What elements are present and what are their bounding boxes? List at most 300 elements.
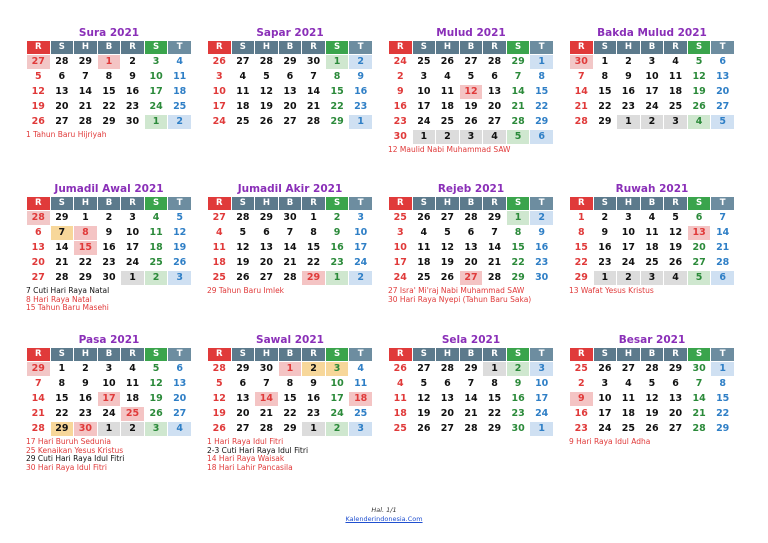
day-cell: 25 xyxy=(617,422,640,436)
day-cell: 25 xyxy=(570,362,593,376)
day-cell: 18 xyxy=(349,392,372,406)
day-cell: 19 xyxy=(145,392,168,406)
day-cell: 11 xyxy=(121,377,144,391)
day-cell: 15 xyxy=(570,241,593,255)
day-cell: 6 xyxy=(168,362,191,376)
day-cell: 4 xyxy=(664,55,687,69)
day-cell: 23 xyxy=(74,407,97,421)
month-calendar xyxy=(388,333,554,438)
day-cell: 12 xyxy=(232,241,255,255)
day-cell: 1 xyxy=(711,362,734,376)
day-cell: 2 xyxy=(530,211,553,225)
weekday-header: T xyxy=(711,41,734,54)
day-cell: 28 xyxy=(507,115,530,129)
month-title: Jumadil Awal 2021 xyxy=(54,183,164,195)
day-cell: 6 xyxy=(483,70,506,84)
holiday-note: 15 Tahun Baru Masehi xyxy=(26,303,109,312)
day-cell: 25 xyxy=(664,100,687,114)
weekday-header: H xyxy=(255,348,278,361)
day-cell: 1 xyxy=(302,211,325,225)
day-cell: 7 xyxy=(483,226,506,240)
day-cell: 27 xyxy=(27,271,50,285)
holiday-notes xyxy=(26,131,192,140)
week-row xyxy=(570,377,734,391)
holiday-notes xyxy=(207,438,373,472)
weekday-header: T xyxy=(349,41,372,54)
week-row xyxy=(389,226,553,240)
day-cell: 1 xyxy=(121,271,144,285)
weekday-header: B xyxy=(279,348,302,361)
holiday-note: 18 Hari Lahir Pancasila xyxy=(207,462,293,472)
month-grid xyxy=(26,40,192,130)
weekday-header: S xyxy=(51,348,74,361)
week-row xyxy=(27,241,191,255)
day-cell: 30 xyxy=(302,55,325,69)
day-cell: 1 xyxy=(349,115,372,129)
day-cell: 27 xyxy=(232,422,255,436)
day-cell: 13 xyxy=(664,392,687,406)
month-grid xyxy=(207,196,373,286)
day-cell: 21 xyxy=(711,241,734,255)
day-cell: 5 xyxy=(168,211,191,225)
day-cell: 24 xyxy=(326,407,349,421)
day-cell: 24 xyxy=(594,422,617,436)
month-title: Sura 2021 xyxy=(78,27,140,39)
day-cell: 26 xyxy=(641,422,664,436)
day-cell: 10 xyxy=(98,377,121,391)
day-cell: 11 xyxy=(145,226,168,240)
day-cell: 21 xyxy=(507,100,530,114)
week-row xyxy=(570,271,734,285)
day-cell: 6 xyxy=(436,377,459,391)
day-cell: 1 xyxy=(74,211,97,225)
day-cell: 21 xyxy=(688,407,711,421)
day-cell: 2 xyxy=(349,271,372,285)
day-cell: 8 xyxy=(594,70,617,84)
day-cell: 7 xyxy=(74,70,97,84)
week-row xyxy=(27,377,191,391)
day-cell: 16 xyxy=(326,241,349,255)
month-calendar xyxy=(388,26,554,155)
month-grid xyxy=(569,40,735,130)
weekday-header: S xyxy=(594,41,617,54)
month-grid xyxy=(26,196,192,286)
day-cell: 9 xyxy=(594,226,617,240)
holiday-note: 30 Hari Raya Idul Fitri xyxy=(26,462,107,472)
week-row xyxy=(570,407,734,421)
weekday-header: R xyxy=(27,41,50,54)
day-cell: 28 xyxy=(51,271,74,285)
day-cell: 16 xyxy=(530,241,553,255)
day-cell: 19 xyxy=(27,100,50,114)
day-cell: 20 xyxy=(436,407,459,421)
day-cell: 3 xyxy=(413,70,436,84)
holiday-note: 9 Hari Raya Idul Adha xyxy=(569,437,651,446)
day-cell: 15 xyxy=(507,241,530,255)
day-cell: 23 xyxy=(570,422,593,436)
day-cell: 10 xyxy=(208,85,231,99)
day-cell: 2 xyxy=(168,115,191,129)
day-cell: 1 xyxy=(302,422,325,436)
day-cell: 13 xyxy=(232,392,255,406)
day-cell: 17 xyxy=(98,392,121,406)
month-title: Mulud 2021 xyxy=(436,27,506,39)
holiday-note: 12 Maulid Nabi Muhammad SAW xyxy=(388,145,511,154)
day-cell: 16 xyxy=(98,241,121,255)
day-cell: 15 xyxy=(483,392,506,406)
weekday-header: H xyxy=(436,348,459,361)
day-cell: 25 xyxy=(349,407,372,421)
day-cell: 19 xyxy=(460,100,483,114)
day-cell: 9 xyxy=(302,377,325,391)
week-row xyxy=(389,241,553,255)
day-cell: 18 xyxy=(168,85,191,99)
day-cell: 17 xyxy=(389,256,412,270)
week-row xyxy=(389,392,553,406)
site-link[interactable]: Kalenderindonesia.Com xyxy=(345,515,423,523)
weekday-header: T xyxy=(711,197,734,210)
day-cell: 23 xyxy=(507,407,530,421)
day-cell: 13 xyxy=(279,85,302,99)
day-cell: 27 xyxy=(279,115,302,129)
day-cell: 18 xyxy=(617,407,640,421)
day-cell: 20 xyxy=(232,407,255,421)
day-cell: 19 xyxy=(208,407,231,421)
day-cell: 11 xyxy=(664,70,687,84)
day-cell: 10 xyxy=(145,70,168,84)
day-cell: 9 xyxy=(349,70,372,84)
week-row xyxy=(389,407,553,421)
weekday-header: T xyxy=(530,41,553,54)
day-cell: 28 xyxy=(232,211,255,225)
day-cell: 4 xyxy=(208,226,231,240)
day-cell: 4 xyxy=(232,70,255,84)
weekday-header: S xyxy=(232,348,255,361)
day-cell: 27 xyxy=(27,55,50,69)
day-cell: 1 xyxy=(145,115,168,129)
holiday-note: 1 Tahun Baru Hijriyah xyxy=(26,130,107,139)
day-cell: 16 xyxy=(74,392,97,406)
day-cell: 5 xyxy=(507,130,530,144)
day-cell: 17 xyxy=(413,100,436,114)
month-calendar xyxy=(26,182,192,313)
day-cell: 27 xyxy=(688,256,711,270)
week-row xyxy=(208,70,372,84)
day-cell: 7 xyxy=(688,377,711,391)
day-cell: 28 xyxy=(255,55,278,69)
day-cell: 3 xyxy=(641,55,664,69)
weekday-header: R xyxy=(27,197,50,210)
holiday-notes xyxy=(569,287,735,296)
day-cell: 1 xyxy=(507,211,530,225)
holiday-note: 27 Isra' Mi'raj Nabi Muhammad SAW xyxy=(388,286,525,295)
weekday-header: T xyxy=(168,348,191,361)
month-grid xyxy=(207,347,373,437)
weekday-header: S xyxy=(688,197,711,210)
weekday-header: H xyxy=(74,41,97,54)
day-cell: 18 xyxy=(641,241,664,255)
day-cell: 12 xyxy=(436,241,459,255)
day-cell: 27 xyxy=(460,271,483,285)
day-cell: 13 xyxy=(460,241,483,255)
holiday-notes xyxy=(569,438,735,447)
day-cell: 6 xyxy=(279,70,302,84)
day-cell: 28 xyxy=(436,362,459,376)
month-grid xyxy=(26,347,192,437)
day-cell: 28 xyxy=(27,422,50,436)
week-row xyxy=(208,407,372,421)
weekday-header: H xyxy=(255,41,278,54)
weekday-header: R xyxy=(302,197,325,210)
day-cell: 9 xyxy=(530,226,553,240)
day-cell: 21 xyxy=(279,256,302,270)
day-cell: 15 xyxy=(711,392,734,406)
holiday-note: 29 Tahun Baru Imlek xyxy=(207,286,285,295)
day-cell: 6 xyxy=(664,377,687,391)
day-cell: 3 xyxy=(389,226,412,240)
weekday-header: R xyxy=(483,197,506,210)
day-cell: 21 xyxy=(51,256,74,270)
day-cell: 2 xyxy=(617,55,640,69)
day-cell: 25 xyxy=(413,55,436,69)
day-cell: 1 xyxy=(326,55,349,69)
week-row xyxy=(208,85,372,99)
day-cell: 28 xyxy=(570,115,593,129)
month-grid xyxy=(569,347,735,437)
day-cell: 8 xyxy=(98,70,121,84)
week-row xyxy=(389,55,553,69)
weekday-header: S xyxy=(507,197,530,210)
day-cell: 3 xyxy=(530,362,553,376)
day-cell: 14 xyxy=(27,392,50,406)
day-cell: 6 xyxy=(460,226,483,240)
weekday-header: R xyxy=(302,41,325,54)
day-cell: 29 xyxy=(594,115,617,129)
day-cell: 1 xyxy=(617,115,640,129)
day-cell: 15 xyxy=(74,241,97,255)
day-cell: 11 xyxy=(349,377,372,391)
day-cell: 20 xyxy=(711,85,734,99)
day-cell: 20 xyxy=(27,256,50,270)
day-cell: 28 xyxy=(641,362,664,376)
day-cell: 27 xyxy=(436,422,459,436)
day-cell: 2 xyxy=(145,271,168,285)
weekday-header: B xyxy=(98,41,121,54)
month-grid xyxy=(388,40,554,145)
day-cell: 28 xyxy=(27,211,50,225)
day-cell: 29 xyxy=(530,115,553,129)
holiday-notes xyxy=(207,287,373,296)
day-cell: 26 xyxy=(208,422,231,436)
day-cell: 4 xyxy=(168,55,191,69)
week-row xyxy=(389,85,553,99)
day-cell: 4 xyxy=(145,211,168,225)
day-cell: 4 xyxy=(413,226,436,240)
day-cell: 27 xyxy=(483,115,506,129)
day-cell: 29 xyxy=(74,271,97,285)
month-grid xyxy=(388,196,554,286)
week-row xyxy=(570,241,734,255)
day-cell: 28 xyxy=(483,271,506,285)
day-cell: 9 xyxy=(507,377,530,391)
day-cell: 25 xyxy=(389,422,412,436)
day-cell: 2 xyxy=(436,130,459,144)
month-calendar xyxy=(569,182,735,296)
day-cell: 21 xyxy=(302,100,325,114)
weekday-header: H xyxy=(255,197,278,210)
day-cell: 3 xyxy=(326,362,349,376)
day-cell: 28 xyxy=(483,55,506,69)
week-row xyxy=(27,422,191,436)
day-cell: 9 xyxy=(326,226,349,240)
weekday-header: H xyxy=(74,348,97,361)
day-cell: 13 xyxy=(27,241,50,255)
weekday-header: R xyxy=(208,348,231,361)
day-cell: 28 xyxy=(74,115,97,129)
day-cell: 9 xyxy=(617,70,640,84)
day-cell: 28 xyxy=(255,422,278,436)
day-cell: 10 xyxy=(326,377,349,391)
day-cell: 17 xyxy=(121,241,144,255)
day-cell: 10 xyxy=(594,392,617,406)
day-cell: 8 xyxy=(51,377,74,391)
day-cell: 16 xyxy=(594,241,617,255)
day-cell: 18 xyxy=(145,241,168,255)
weekday-header: S xyxy=(51,197,74,210)
day-cell: 4 xyxy=(688,115,711,129)
holiday-note: 2-3 Cuti Hari Raya Idul Fitri xyxy=(207,445,309,455)
day-cell: 6 xyxy=(255,226,278,240)
day-cell: 27 xyxy=(664,422,687,436)
day-cell: 11 xyxy=(436,85,459,99)
week-row xyxy=(389,100,553,114)
day-cell: 26 xyxy=(436,55,459,69)
day-cell: 1 xyxy=(279,362,302,376)
day-cell: 25 xyxy=(145,256,168,270)
week-row xyxy=(570,70,734,84)
day-cell: 22 xyxy=(507,256,530,270)
day-cell: 3 xyxy=(641,271,664,285)
week-row xyxy=(389,422,553,436)
week-row xyxy=(208,115,372,129)
day-cell: 13 xyxy=(51,85,74,99)
day-cell: 25 xyxy=(121,407,144,421)
week-row xyxy=(570,100,734,114)
day-cell: 28 xyxy=(460,422,483,436)
weekday-header: S xyxy=(688,348,711,361)
month-title: Sapar 2021 xyxy=(256,27,324,39)
day-cell: 3 xyxy=(664,115,687,129)
day-cell: 11 xyxy=(641,226,664,240)
day-cell: 7 xyxy=(279,226,302,240)
day-cell: 12 xyxy=(688,70,711,84)
day-cell: 5 xyxy=(208,377,231,391)
holiday-note: 1 Hari Raya Idul Fitri xyxy=(207,437,284,446)
month-title: Pasa 2021 xyxy=(78,334,140,346)
day-cell: 16 xyxy=(389,100,412,114)
day-cell: 11 xyxy=(208,241,231,255)
day-cell: 1 xyxy=(530,422,553,436)
day-cell: 25 xyxy=(641,256,664,270)
week-row xyxy=(208,392,372,406)
month-calendar xyxy=(207,182,373,296)
holiday-note: 17 Hari Buruh Sedunia xyxy=(26,437,111,446)
weekday-header: H xyxy=(617,41,640,54)
day-cell: 29 xyxy=(51,211,74,225)
day-cell: 8 xyxy=(279,377,302,391)
month-calendar xyxy=(388,182,554,304)
weekday-header: R xyxy=(664,41,687,54)
day-cell: 2 xyxy=(121,422,144,436)
day-cell: 18 xyxy=(232,100,255,114)
day-cell: 20 xyxy=(483,100,506,114)
week-row xyxy=(27,271,191,285)
day-cell: 17 xyxy=(617,241,640,255)
week-row xyxy=(389,377,553,391)
day-cell: 23 xyxy=(389,115,412,129)
day-cell: 14 xyxy=(570,85,593,99)
day-cell: 24 xyxy=(389,55,412,69)
day-cell: 24 xyxy=(349,256,372,270)
day-cell: 22 xyxy=(326,100,349,114)
day-cell: 7 xyxy=(460,377,483,391)
week-row xyxy=(208,100,372,114)
day-cell: 27 xyxy=(413,362,436,376)
day-cell: 20 xyxy=(255,256,278,270)
day-cell: 3 xyxy=(460,130,483,144)
day-cell: 14 xyxy=(74,85,97,99)
day-cell: 15 xyxy=(279,392,302,406)
day-cell: 12 xyxy=(413,392,436,406)
day-cell: 26 xyxy=(436,271,459,285)
month-grid xyxy=(207,40,373,130)
week-row xyxy=(570,422,734,436)
holiday-note: 13 Wafat Yesus Kristus xyxy=(569,286,654,295)
day-cell: 24 xyxy=(208,115,231,129)
weekday-header: S xyxy=(232,197,255,210)
weekday-header: S xyxy=(326,348,349,361)
day-cell: 9 xyxy=(74,377,97,391)
weekday-header: S xyxy=(594,197,617,210)
weekday-header: R xyxy=(121,197,144,210)
weekday-header: R xyxy=(208,41,231,54)
day-cell: 24 xyxy=(98,407,121,421)
day-cell: 29 xyxy=(711,422,734,436)
day-cell: 19 xyxy=(436,256,459,270)
month-calendar xyxy=(26,26,192,140)
week-row xyxy=(570,362,734,376)
week-row xyxy=(27,55,191,69)
month-grid xyxy=(388,347,554,437)
day-cell: 22 xyxy=(302,256,325,270)
day-cell: 1 xyxy=(51,362,74,376)
day-cell: 8 xyxy=(483,377,506,391)
day-cell: 2 xyxy=(326,422,349,436)
day-cell: 26 xyxy=(594,362,617,376)
day-cell: 15 xyxy=(326,85,349,99)
day-cell: 8 xyxy=(530,70,553,84)
day-cell: 20 xyxy=(460,256,483,270)
day-cell: 29 xyxy=(302,271,325,285)
weekday-header: H xyxy=(436,197,459,210)
week-row xyxy=(570,226,734,240)
day-cell: 4 xyxy=(168,422,191,436)
day-cell: 26 xyxy=(413,211,436,225)
week-row xyxy=(208,377,372,391)
day-cell: 3 xyxy=(349,422,372,436)
day-cell: 21 xyxy=(460,407,483,421)
day-cell: 27 xyxy=(51,115,74,129)
